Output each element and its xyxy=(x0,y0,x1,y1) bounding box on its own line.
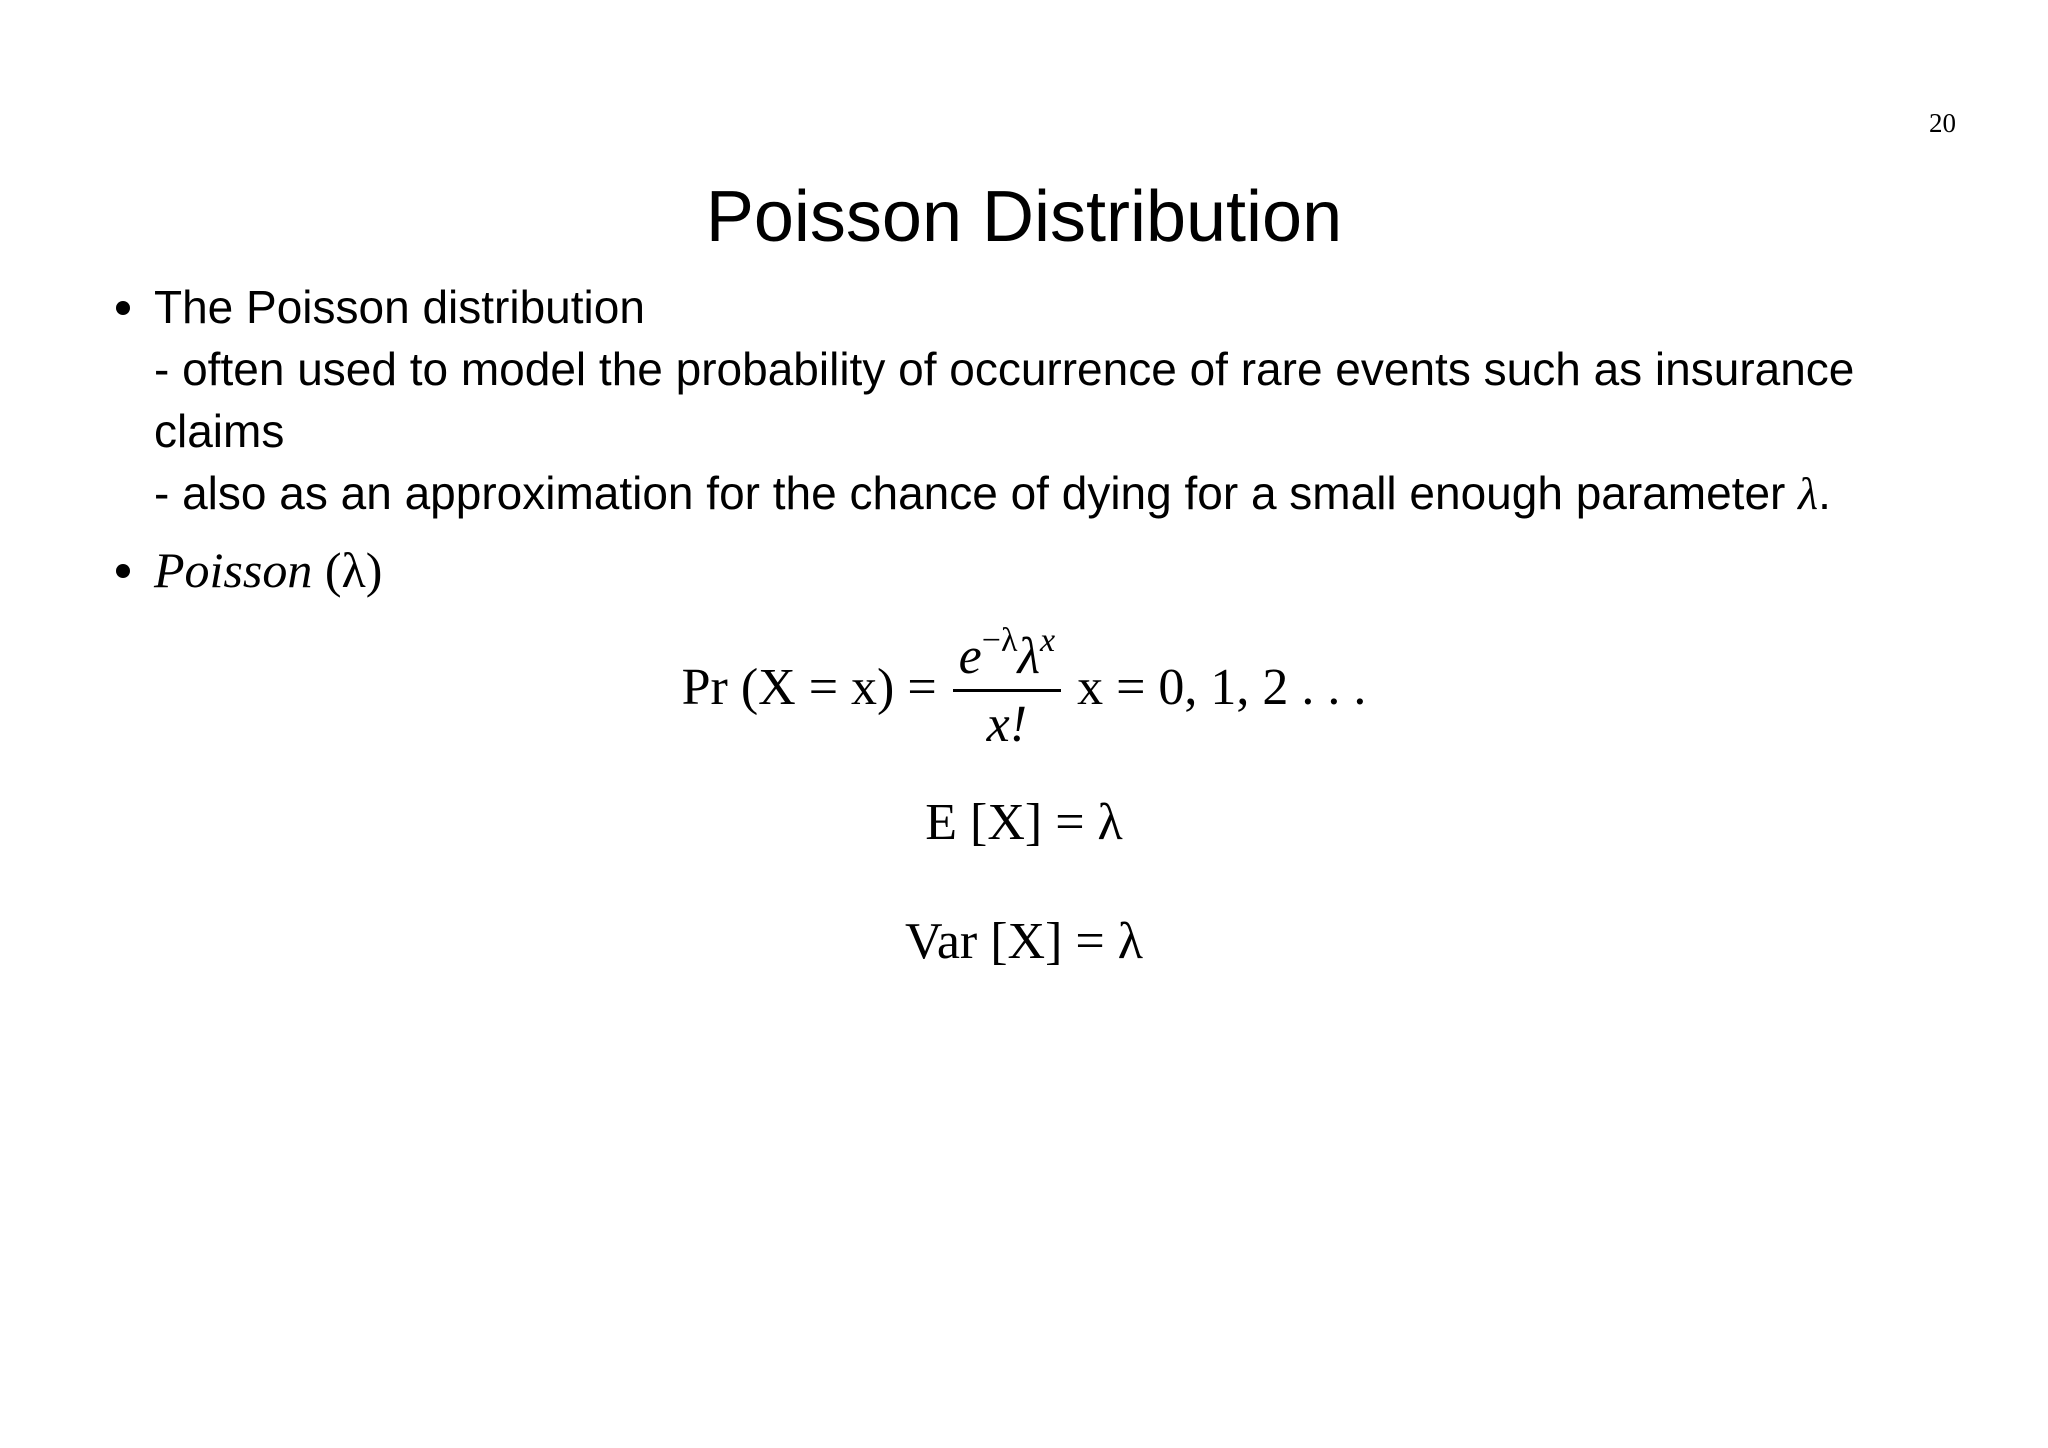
equations-block xyxy=(0,622,2048,971)
lambda-symbol: λ xyxy=(1798,468,1819,519)
page-number: 20 xyxy=(1929,108,1956,138)
bullet-dot xyxy=(116,301,130,315)
pmf-num-lambda: λ xyxy=(1017,628,1040,685)
bullet-sub-approximation xyxy=(154,462,1972,525)
approximation-text: - also as an approximation for the chance of dying for a small enough parameter xyxy=(154,467,1786,519)
pmf-numerator xyxy=(953,622,1061,692)
poisson-param: (λ) xyxy=(324,542,383,598)
pmf-num-exp2: x xyxy=(1039,622,1056,659)
pmf-support: x = 0, 1, 2 . . . xyxy=(1077,659,1367,717)
bullet-poisson-description xyxy=(112,276,1972,525)
slide-title: Poisson Distribution xyxy=(705,177,1343,257)
poisson-notation xyxy=(154,542,382,598)
pmf-equation xyxy=(0,622,2048,753)
pmf-fraction xyxy=(953,622,1061,753)
bullet-sub-rare-events: - often used to model the probability of occurrence of rare events such as insurance claims xyxy=(154,343,1855,457)
bullet-poisson-notation xyxy=(112,539,1972,602)
pmf-num-e: e xyxy=(958,628,982,685)
pmf-lhs: Pr (X = x) = xyxy=(681,659,937,717)
pmf-num-exp: −λ xyxy=(981,622,1018,659)
mean-equation: E [X] = λ xyxy=(925,794,1123,852)
poisson-name: Poisson xyxy=(154,542,313,598)
pmf-denominator: x! xyxy=(986,696,1028,754)
bullet-heading: The Poisson distribution xyxy=(154,281,645,333)
variance-equation: Var [X] = λ xyxy=(905,913,1143,971)
approximation-period: . xyxy=(1818,467,1831,519)
bullet-dot xyxy=(116,564,130,578)
bullet-list xyxy=(112,276,1972,602)
